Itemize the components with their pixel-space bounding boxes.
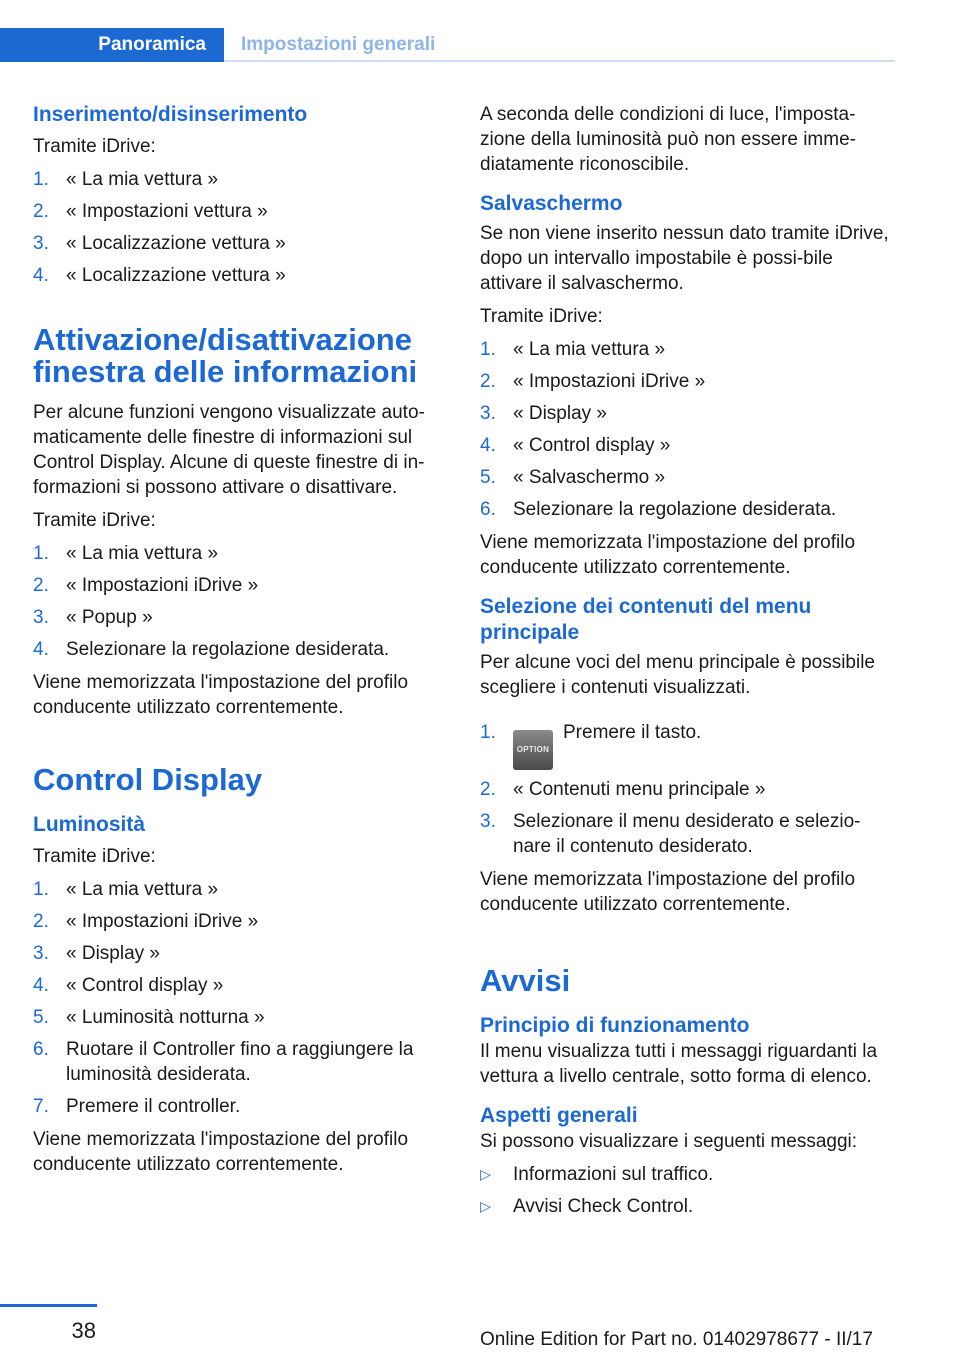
paragraph: Si possono visualizzare i seguenti messaggi:: [480, 1131, 858, 1152]
steps-list: [33, 167, 451, 288]
paragraph: Viene memorizzata l'impostazione del profilo conducente utilizzato correntemente.: [33, 1129, 409, 1175]
list-item: 3. « Display »: [480, 403, 607, 424]
list-item: 1. « La mia vettura »: [33, 879, 219, 900]
section-heading: Aspetti generali: [480, 1104, 638, 1127]
section-heading: Inserimento/disinserimento: [33, 103, 308, 126]
steps-list: [480, 720, 898, 859]
list-item: 5. « Luminosità notturna »: [33, 1007, 265, 1028]
paragraph: Viene memorizzata l'impostazione del profilo conducente utilizzato correntemente.: [480, 869, 856, 915]
edition-note: Online Edition for Part no. 01402978677 - II/17: [480, 1329, 873, 1350]
section-heading: Principio di funzionamento: [480, 1014, 750, 1037]
bullet-list: [480, 1162, 898, 1219]
list-item: 1. « La mia vettura »: [480, 339, 666, 360]
paragraph: Tramite iDrive:: [33, 510, 156, 531]
chapter-heading: Attivazione/disattivazione finestra delle informazioni: [33, 322, 418, 389]
list-item: 1. « La mia vettura »: [33, 169, 219, 190]
section-heading: Salvaschermo: [480, 192, 623, 215]
list-item: 6. Ruotare il Controller fino a raggiungere la luminosità desiderata.: [33, 1039, 414, 1085]
list-item: 4. Selezionare la regolazione desiderata.: [33, 639, 390, 660]
list-item: 1. « La mia vettura »: [33, 543, 219, 564]
page-number: 38: [71, 1318, 96, 1343]
list-item: 3. « Display »: [33, 943, 160, 964]
list-item: 2. « Impostazioni vettura »: [33, 201, 268, 222]
option-button-icon: OPTION: [513, 730, 553, 770]
steps-list: [33, 877, 451, 1119]
header-rule: [224, 60, 895, 62]
list-item: ▷ Informazioni sul traffico.: [480, 1164, 714, 1185]
paragraph: Per alcune funzioni vengono visualizzate auto-maticamente delle finestre di informazioni sul Control Display. Alcune di queste finestre di in-formazioni si possono attivare o disattivare.: [33, 402, 425, 498]
list-item: 3. « Popup »: [33, 607, 153, 628]
triangle-bullet-icon: ▷: [480, 1166, 491, 1182]
tab-impostazioni-generali[interactable]: Impostazioni generali: [241, 34, 436, 55]
paragraph: Viene memorizzata l'impostazione del profilo conducente utilizzato correntemente.: [33, 672, 409, 718]
paragraph: Per alcune voci del menu principale è possibile scegliere i contenuti visualizzati.: [480, 652, 876, 698]
list-item: ▷ Avvisi Check Control.: [480, 1196, 694, 1217]
header-tabs: [0, 28, 435, 62]
list-item: 3. Selezionare il menu desiderato e selezio-nare il contenuto desiderato.: [480, 811, 861, 857]
list-item: 7. Premere il controller.: [33, 1096, 241, 1117]
right-column: [480, 102, 898, 1226]
list-item: 2. « Impostazioni iDrive »: [480, 371, 706, 392]
chapter-heading: Avvisi: [480, 963, 571, 998]
list-item: 4. « Control display »: [480, 435, 671, 456]
paragraph: Se non viene inserito nessun dato tramite iDrive, dopo un intervallo impostabile è possi-bile attivare il salvaschermo.: [480, 223, 889, 294]
steps-list: [480, 337, 898, 522]
list-item: 5. « Salvaschermo »: [480, 467, 666, 488]
paragraph: Il menu visualizza tutti i messaggi riguardanti la vettura a livello centrale, sotto forma di elenco.: [480, 1041, 878, 1087]
paragraph: A seconda delle condizioni di luce, l'imposta-zione della luminosità può non essere imme-diatamente riconoscibile.: [480, 104, 856, 175]
section-heading: Luminosità: [33, 813, 146, 836]
tab-panoramica[interactable]: Panoramica: [0, 28, 224, 62]
steps-list: [33, 541, 451, 662]
list-item: 3. « Localizzazione vettura »: [33, 233, 286, 254]
left-column: [33, 102, 451, 1177]
list-item: 4. « Control display »: [33, 975, 224, 996]
paragraph: Tramite iDrive:: [480, 306, 603, 327]
chapter-heading: Control Display: [33, 762, 263, 797]
footer-rule: [0, 1304, 97, 1307]
triangle-bullet-icon: ▷: [480, 1198, 491, 1214]
list-item: 6. Selezionare la regolazione desiderata.: [480, 499, 837, 520]
section-heading: Selezione dei contenuti del menu principale: [480, 595, 812, 644]
list-item: 2. « Impostazioni iDrive »: [33, 911, 259, 932]
list-item: 2. « Contenuti menu principale »: [480, 779, 766, 800]
list-item: 4. « Localizzazione vettura »: [33, 265, 286, 286]
list-item: 1. OPTIONPremere il tasto.: [480, 720, 898, 770]
paragraph: Tramite iDrive:: [33, 846, 156, 867]
paragraph: Tramite iDrive:: [33, 136, 156, 157]
paragraph: Viene memorizzata l'impostazione del profilo conducente utilizzato correntemente.: [480, 532, 856, 578]
list-item: 2. « Impostazioni iDrive »: [33, 575, 259, 596]
